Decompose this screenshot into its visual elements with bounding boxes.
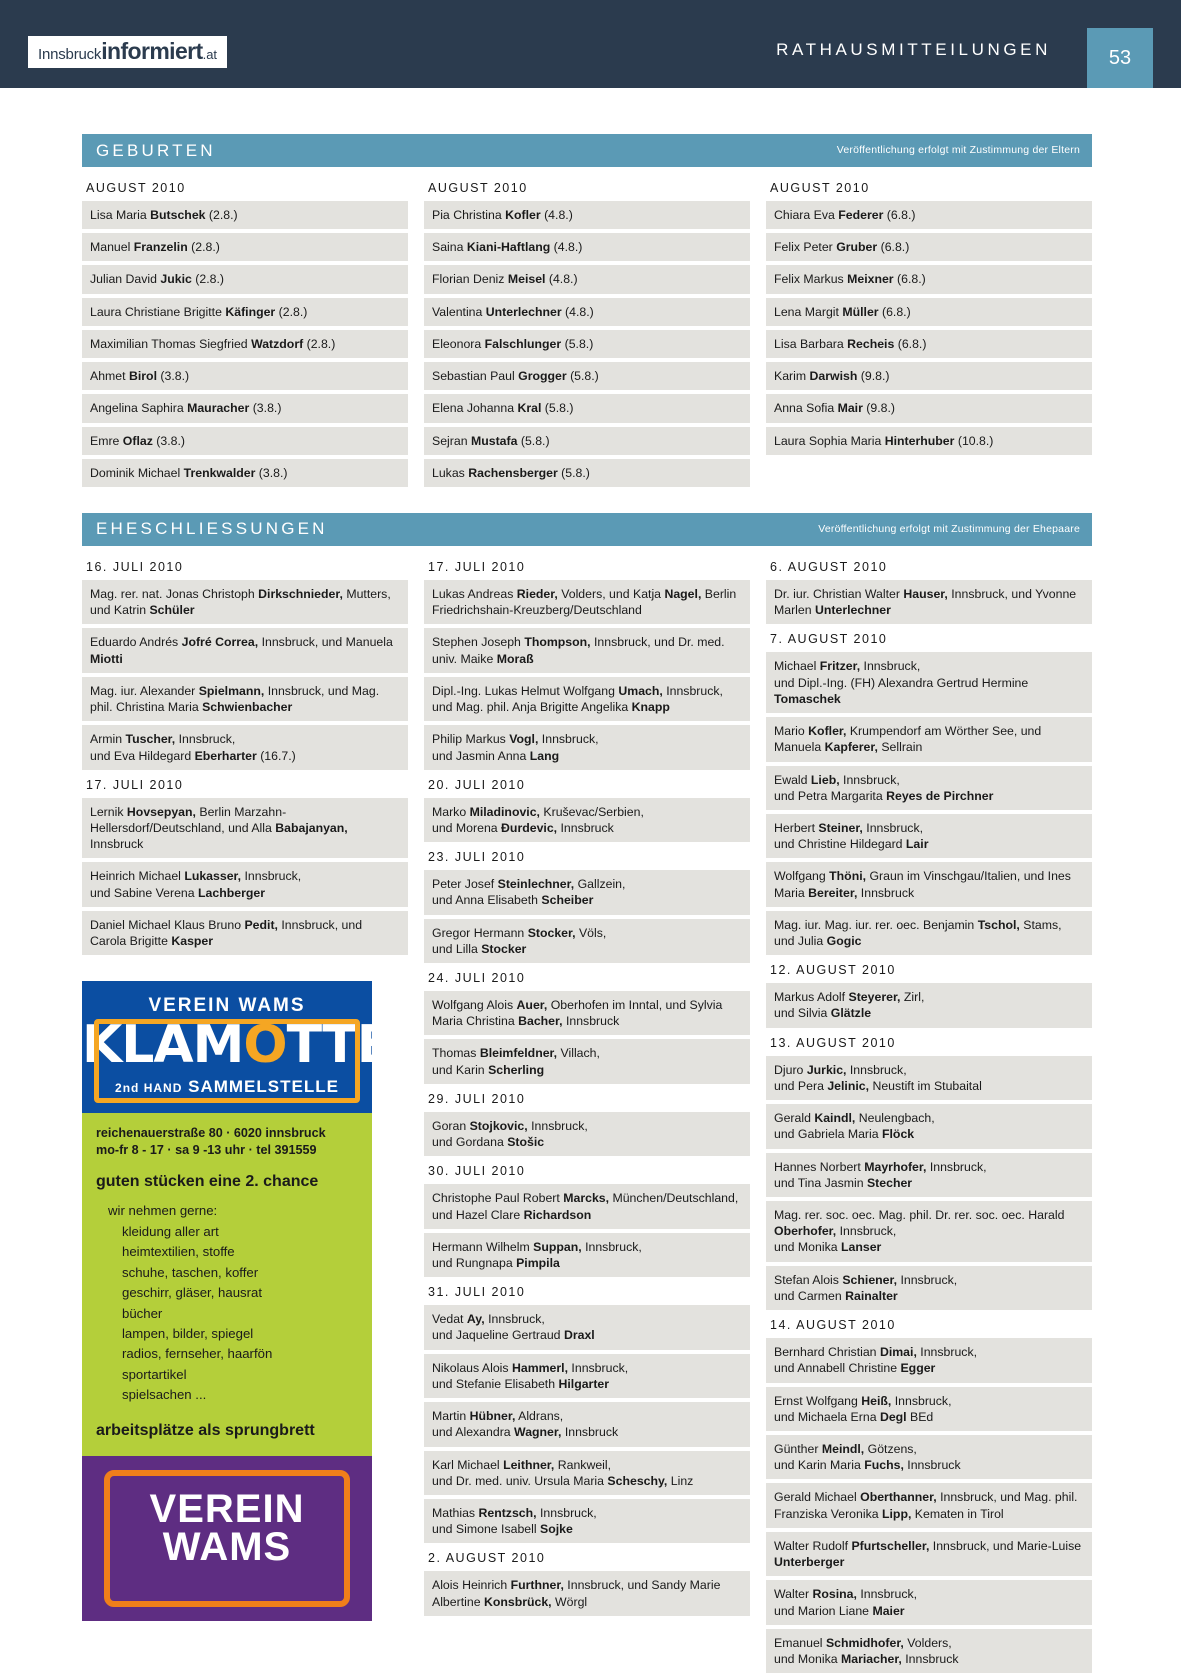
marriage-entry: Mag. iur. Mag. iur. rer. oec. Benjamin Tschol, Stams, und Julia Gogic (766, 911, 1092, 955)
ad-klamotte-item: lampen, bilder, spiegel (122, 1325, 254, 1341)
ad-klamotte-item: radios, fernseher, haarfön (122, 1346, 273, 1362)
marriage-entry: Armin Tuscher, Innsbruck, und Eva Hildegard Eberharter (16.7.) (82, 725, 408, 769)
marriages-columns (82, 556, 1092, 1677)
birth-entry: Felix Peter Gruber (6.8.) (766, 233, 1092, 261)
marriage-date-heading: 29. JULI 2010 (428, 1091, 526, 1106)
birth-entry: Saina Kiani-Haftlang (4.8.) (424, 233, 750, 261)
marriage-entry: Emanuel Schmidhofer, Volders, und Monika Mariacher, Innsbruck (766, 1629, 1092, 1673)
birth-entry: Karim Darwish (9.8.) (766, 362, 1092, 390)
birth-entry: Manuel Franzelin (2.8.) (82, 233, 408, 261)
births-column-1 (82, 177, 408, 491)
marriages-list-2 (424, 556, 750, 1616)
marriages-list-3 (766, 556, 1092, 1673)
ad-klamotte-top (82, 981, 392, 1113)
marriage-date-heading: 14. AUGUST 2010 (770, 1318, 896, 1333)
birth-entry: Julian David Jukic (2.8.) (82, 265, 408, 293)
marriages-section-title: EHESCHLIESSUNGEN (96, 519, 328, 539)
marriage-entry: Peter Josef Steinlechner, Gallzein, und Anna Elisabeth Scheiber (424, 870, 750, 914)
ad-klamotte-sub (82, 1077, 372, 1097)
marriage-entry: Dr. iur. Christian Walter Hauser, Innsbruck, und Yvonne Marlen Unterlechner (766, 580, 1092, 624)
birth-entry: Lisa Maria Butschek (2.8.) (82, 201, 408, 229)
marriages-section-note: Veröffentlichung erfolgt mit Zustimmung der Ehepaare (818, 522, 1080, 535)
marriage-entry: Thomas Bleimfeldner, Villach, und Karin Scherling (424, 1039, 750, 1083)
births-date-heading: AUGUST 2010 (770, 181, 870, 195)
birth-entry: Lisa Barbara Recheis (6.8.) (766, 330, 1092, 358)
ad-klamotte[interactable] (82, 981, 392, 1456)
marriage-date-heading: 17. JULI 2010 (86, 777, 184, 792)
births-date-heading: AUGUST 2010 (428, 181, 528, 195)
ad-klamotte-item: spielsachen ... (122, 1387, 207, 1403)
birth-entry: Maximilian Thomas Siegfried Watzdorf (2.8.) (82, 330, 408, 358)
birth-entry: Felix Markus Meixner (6.8.) (766, 265, 1092, 293)
ad-klamotte-item: kleidung aller art (122, 1223, 219, 1239)
publication-logo (28, 36, 227, 68)
birth-entry: Angelina Saphira Mauracher (3.8.) (82, 394, 408, 422)
birth-entry: Pia Christina Kofler (4.8.) (424, 201, 750, 229)
marriages-column-3 (766, 556, 1092, 1677)
marriage-entry: Heinrich Michael Lukasser, Innsbruck, und Sabine Verena Lachberger (82, 862, 408, 906)
birth-entry: Laura Sophia Maria Hinterhuber (10.8.) (766, 427, 1092, 455)
marriage-entry: Mag. iur. Alexander Spielmann, Innsbruck, und Mag. phil. Christina Maria Schwienbacher (82, 677, 408, 721)
birth-entry: Sejran Mustafa (5.8.) (424, 427, 750, 455)
birth-entry: Valentina Unterlechner (4.8.) (424, 298, 750, 326)
marriage-entry: Wolfgang Alois Auer, Oberhofen im Inntal, und Sylvia Maria Christina Bacher, Innsbruck (424, 991, 750, 1035)
marriage-date-heading: 2. AUGUST 2010 (428, 1551, 546, 1566)
marriage-entry: Mathias Rentzsch, Innsbruck, und Simone Isabell Sojke (424, 1499, 750, 1543)
ad-klamotte-item: geschirr, gläser, hausrat (122, 1285, 263, 1301)
ad-klamotte-body (82, 1113, 372, 1456)
birth-entry: Chiara Eva Federer (6.8.) (766, 201, 1092, 229)
header-section-title: RATHAUSMITTEILUNGEN (776, 40, 1051, 59)
marriage-entry: Bernhard Christian Dimai, Innsbruck, und Annabell Christine Egger (766, 1338, 1092, 1382)
ad-wams-line2: WAMS (162, 1524, 292, 1569)
ad-klamotte-sub-small: 2nd HAND (115, 1081, 183, 1096)
marriage-date-heading: 7. AUGUST 2010 (770, 632, 888, 647)
ad-klamotte-jobs: arbeitsplätze als sprungbrett (96, 1421, 315, 1439)
birth-entry: Florian Deniz Meisel (4.8.) (424, 265, 750, 293)
births-section-title: GEBURTEN (96, 140, 216, 160)
birth-entry: Elena Johanna Kral (5.8.) (424, 394, 750, 422)
birth-entry: Eleonora Falschlunger (5.8.) (424, 330, 750, 358)
logo-text-domain: .at (202, 47, 218, 62)
marriage-entry: Walter Rudolf Pfurtscheller, Innsbruck, und Marie-Luise Unterberger (766, 1532, 1092, 1576)
birth-entry: Anna Sofia Mair (9.8.) (766, 394, 1092, 422)
page-number: 53 (1087, 28, 1153, 88)
marriage-entry: Stephen Joseph Thompson, Innsbruck, und Dr. med. univ. Maike Moraß (424, 628, 750, 672)
marriage-entry: Gerald Michael Oberthanner, Innsbruck, und Mag. phil. Franziska Veronika Lipp, Kematen in Tirol (766, 1483, 1092, 1527)
marriage-entry: Günther Meindl, Götzens, und Karin Maria Fuchs, Innsbruck (766, 1435, 1092, 1479)
birth-entry: Lukas Rachensberger (5.8.) (424, 459, 750, 487)
marriage-entry: Lukas Andreas Rieder, Volders, und Katja Nagel, Berlin Friedrichshain-Kreuzberg/Deutschland (424, 580, 750, 624)
marriage-entry: Mario Kofler, Krumpendorf am Wörther See, und Manuela Kapferer, Sellrain (766, 717, 1092, 761)
marriage-entry: Philip Markus Vogl, Innsbruck, und Jasmin Anna Lang (424, 725, 750, 769)
marriage-entry: Mag. rer. soc. oec. Mag. phil. Dr. rer. soc. oec. Harald Oberhofer, Innsbruck, und Monika Lanser (766, 1201, 1092, 1262)
marriage-entry: Daniel Michael Klaus Bruno Pedit, Innsbruck, und Carola Brigitte Kasper (82, 911, 408, 955)
marriage-entry: Karl Michael Leithner, Rankweil, und Dr. med. univ. Ursula Maria Scheschy, Linz (424, 1451, 750, 1495)
marriage-entry: Alois Heinrich Furthner, Innsbruck, und Sandy Marie Albertine Konsbrück, Wörgl (424, 1571, 750, 1615)
page-content (82, 134, 1092, 1677)
ad-klamotte-verein: VEREIN WAMS (148, 995, 306, 1017)
birth-entry: Dominik Michael Trenkwalder (3.8.) (82, 459, 408, 487)
ad-klamotte-word-part2: TTE (286, 1015, 392, 1076)
marriage-date-heading: 17. JULI 2010 (428, 559, 526, 574)
marriage-date-heading: 20. JULI 2010 (428, 777, 526, 792)
marriage-entry: Walter Rosina, Innsbruck, und Marion Liane Maier (766, 1580, 1092, 1624)
logo-text-informiert: informiert (101, 38, 203, 64)
ad-klamotte-item: sportartikel (122, 1366, 187, 1382)
marriage-entry: Mag. rer. nat. Jonas Christoph Dirkschnieder, Mutters, und Katrin Schüler (82, 580, 408, 624)
births-column-2 (424, 177, 750, 491)
ad-klamotte-items (96, 1201, 358, 1406)
marriage-date-heading: 30. JULI 2010 (428, 1164, 526, 1179)
marriage-entry: Wolfgang Thöni, Graun im Vinschgau/Italien, und Ines Maria Bereiter, Innsbruck (766, 862, 1092, 906)
marriage-date-heading: 12. AUGUST 2010 (770, 963, 896, 978)
birth-entry: Emre Oflaz (3.8.) (82, 427, 408, 455)
marriage-entry: Markus Adolf Steyerer, Zirl, und Silvia Glätzle (766, 983, 1092, 1027)
ad-klamotte-item: schuhe, taschen, koffer (122, 1264, 259, 1280)
ad-klamotte-slogan: guten stücken eine 2. chance (96, 1173, 319, 1191)
marriage-entry: Martin Hübner, Aldrans, und Alexandra Wagner, Innsbruck (424, 1402, 750, 1446)
marriage-entry: Gregor Hermann Stocker, Völs, und Lilla Stocker (424, 919, 750, 963)
marriage-date-heading: 23. JULI 2010 (428, 850, 526, 865)
ad-klamotte-item: heimtextilien, stoffe (122, 1244, 235, 1260)
marriage-entry: Djuro Jurkic, Innsbruck, und Pera Jelinic, Neustift im Stubaital (766, 1056, 1092, 1100)
marriage-entry: Gerald Kaindl, Neulengbach, und Gabriela Maria Flöck (766, 1104, 1092, 1148)
marriage-date-heading: 13. AUGUST 2010 (770, 1035, 896, 1050)
marriage-entry: Herbert Steiner, Innsbruck, und Christine Hildegard Lair (766, 814, 1092, 858)
ad-klamotte-word-o: O (243, 1015, 287, 1076)
ad-klamotte-word-part1: KLAM (82, 1015, 244, 1076)
marriage-entry: Eduardo Andrés Jofré Correa, Innsbruck, und Manuela Miotti (82, 628, 408, 672)
logo-text-innsbruck: Innsbruck (38, 46, 102, 63)
marriage-date-heading: 6. AUGUST 2010 (770, 559, 888, 574)
marriage-entry: Goran Stojkovic, Innsbruck, und Gordana Stošic (424, 1112, 750, 1156)
ad-klamotte-sub-big: SAMMELSTELLE (188, 1077, 339, 1097)
marriages-list-1 (82, 556, 408, 955)
marriage-entry: Ernst Wolfgang Heiß, Innsbruck, und Michaela Erna Degl BEd (766, 1387, 1092, 1431)
marriage-entry: Hermann Wilhelm Suppan, Innsbruck, und Rungnapa Pimpila (424, 1233, 750, 1277)
birth-entry: Lena Margit Müller (6.8.) (766, 298, 1092, 326)
birth-entry: Laura Christiane Brigitte Käfinger (2.8.) (82, 298, 408, 326)
marriage-entry: Ewald Lieb, Innsbruck, und Petra Margarita Reyes de Pirchner (766, 766, 1092, 810)
ad-verein-wams[interactable] (82, 1456, 372, 1621)
marriage-entry: Dipl.-Ing. Lukas Helmut Wolfgang Umach, Innsbruck, und Mag. phil. Anja Brigitte Angelika Knapp (424, 677, 750, 721)
marriage-entry: Christophe Paul Robert Marcks, München/Deutschland, und Hazel Clare Richardson (424, 1184, 750, 1228)
marriages-section-bar (82, 513, 1092, 546)
ad-klamotte-item: bücher (122, 1305, 163, 1321)
births-date-heading: AUGUST 2010 (86, 181, 186, 195)
marriages-column-1 (82, 556, 408, 1677)
marriage-entry: Michael Fritzer, Innsbruck, und Dipl.-Ing. (FH) Alexandra Gertrud Hermine Tomaschek (766, 652, 1092, 713)
marriage-entry: Nikolaus Alois Hammerl, Innsbruck, und Stefanie Elisabeth Hilgarter (424, 1354, 750, 1398)
births-section-note: Veröffentlichung erfolgt mit Zustimmung der Eltern (836, 144, 1080, 156)
marriage-entry: Stefan Alois Schiener, Innsbruck, und Carmen Rainalter (766, 1266, 1092, 1310)
page-header (0, 0, 1181, 88)
marriage-entry: Marko Miladinovic, Kruševac/Serbien, und Morena Đurdevic, Innsbruck (424, 798, 750, 842)
marriages-column-2 (424, 556, 750, 1677)
marriage-entry: Hannes Norbert Mayrhofer, Innsbruck, und Tina Jasmin Stecher (766, 1153, 1092, 1197)
ad-wams-line1: VEREIN (149, 1486, 305, 1531)
births-section-bar (82, 134, 1092, 167)
marriage-entry: Vedat Ay, Innsbruck, und Jaqueline Gertraud Draxl (424, 1305, 750, 1349)
ad-klamotte-intro: wir nehmen gerne: (108, 1203, 218, 1219)
marriage-date-heading: 31. JULI 2010 (428, 1285, 526, 1300)
marriage-date-heading: 24. JULI 2010 (428, 971, 526, 986)
marriage-entry: Lernik Hovsepyan, Berlin Marzahn-Hellersdorf/Deutschland, und Alla Babajanyan, Innsbruck (82, 798, 408, 859)
ad-klamotte-wordmark (82, 1015, 392, 1076)
birth-entry: Ahmet Birol (3.8.) (82, 362, 408, 390)
ad-wams-wordmark (82, 1486, 372, 1569)
ad-klamotte-address: reichenauerstraße 80 · 6020 innsbruck mo-fr 8 - 17 · sa 9 -13 uhr · tel 391559 (96, 1126, 326, 1158)
births-columns (82, 177, 1092, 491)
birth-entry: Sebastian Paul Grogger (5.8.) (424, 362, 750, 390)
births-column-3 (766, 177, 1092, 491)
marriage-date-heading: 16. JULI 2010 (86, 559, 184, 574)
